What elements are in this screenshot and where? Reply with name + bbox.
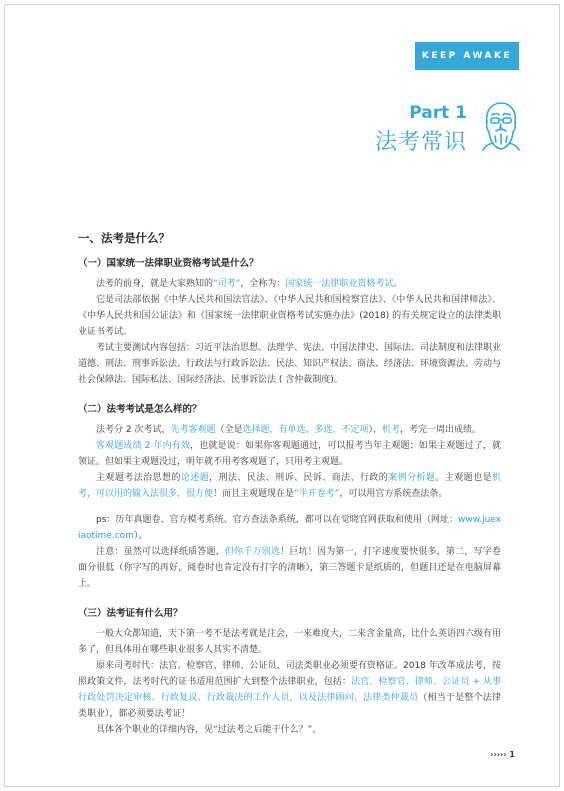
bearded-scholar-avatar-icon xyxy=(477,100,525,152)
subsection-title-1: （一）国家统一法律职业资格考试是什么？ xyxy=(78,258,259,269)
page-number: ››››› 1 xyxy=(490,750,515,759)
website-link[interactable]: www.juexiaotime.com xyxy=(78,515,501,541)
paragraph-ps-resources: ps：历年真题卷、官方模考系统、官方查法条系统，都可以在觉晓官网获取和使用（网址：www.juexiaotime.com）。 xyxy=(78,515,501,541)
paragraph-paper-warning: 注意：虽然可以选择纸质答题，但你千万别选！巨坑！因为第一，打字速度要快很多，第二，写字卷面分很低（你字写的再好，阅卷时也肯定没有打字的清晰），第三答题卡是纸质的，但题目还是在电脑屏幕上。 xyxy=(78,547,501,589)
paragraph-exam-format: 法考分 2 次考试，先考客观题（全是选择题，有单选、多选、不定项），机考，考完一周出成绩。 xyxy=(96,425,482,435)
part-number: Part 1 xyxy=(409,103,467,123)
document-page xyxy=(4,4,560,787)
article-body xyxy=(78,230,501,738)
subsection-title-2: （二）法考考试是怎么样的？ xyxy=(78,404,202,415)
paragraph-exam-subjects: 考试主要测试内容包括：习近平法治思想、法理学、宪法、中国法律史、国际法、司法制度和法律职业道德、刑法、刑事诉讼法、行政法与行政诉讼法、民法、知识产权法、商法、经济法、环境资源法、劳动与社会保障法、国际私法、国际经济法、民事诉讼法 ( 含仲裁制度)。 xyxy=(78,343,502,385)
paragraph-exam-origin: 法考的前身，就是大家熟知的“司考”，全称为：国家统一法律职业资格考试。 xyxy=(96,279,403,289)
paragraph-score-validity: 客观题成绩 2 年内有效，也就是说：如果你客观题通过，可以报考当年主观题；如果主观题过了，就领证。但如果主观题没过，明年就不用考客观题了，只用考主观题。 xyxy=(78,441,501,467)
paragraph-legal-basis: 它是司法部依据《中华人民共和国法官法》、《中华人民共和国检察官法》、《中华人民共和国律师法》、《中华人民共和国公证法》和《国家统一法律职业资格考试实施办法》(2018) 的有关规定设立的法律类职业证书考试。 xyxy=(78,295,501,337)
subsection-title-3: （三）法考证有什么用？ xyxy=(78,608,183,619)
paragraph-certificate-value: 一般大众都知道，天下第一考不是法考就是注会，一来难度大，二来含金量高，比什么英语四六级有用多了，但具体用在哪些职业很多人其实不清楚。 xyxy=(78,629,502,655)
paragraph-applicable-professions: 原来司考时代：法官、检察官、律师、公证员，司法类职业必须要有资格证。2018 年改革成法考，按照政策文件，法考时代的证书适用范围扩大到整个法律职业，包括：法官、检察官、律师、公证员 + 从事行政处罚决定审核、行政复议、行政裁决的工作人员，以及法律顾问、法律类仲裁员（相当于是整个法律类职业），都必须要法考证！ xyxy=(78,661,501,719)
section-title-what-is-exam: 一、法考是什么？ xyxy=(78,231,170,245)
paragraph-see-more: 具体各个职业的详细内容，见“过法考之后能干什么？”。 xyxy=(96,725,322,735)
part-title: 法考常识 xyxy=(374,130,467,155)
keep-awake-tab: KEEP AWAKE xyxy=(415,42,519,70)
paragraph-subjective-exam: 主观题考法治思想的论述题，刑法、民法、刑诉、民诉、商法、行政的案例分析题。主观题也是机考，可以用的输入法很多，很方便！而且主观题现在是“半开卷考”，可以用官方系统查法条。 xyxy=(78,473,501,499)
